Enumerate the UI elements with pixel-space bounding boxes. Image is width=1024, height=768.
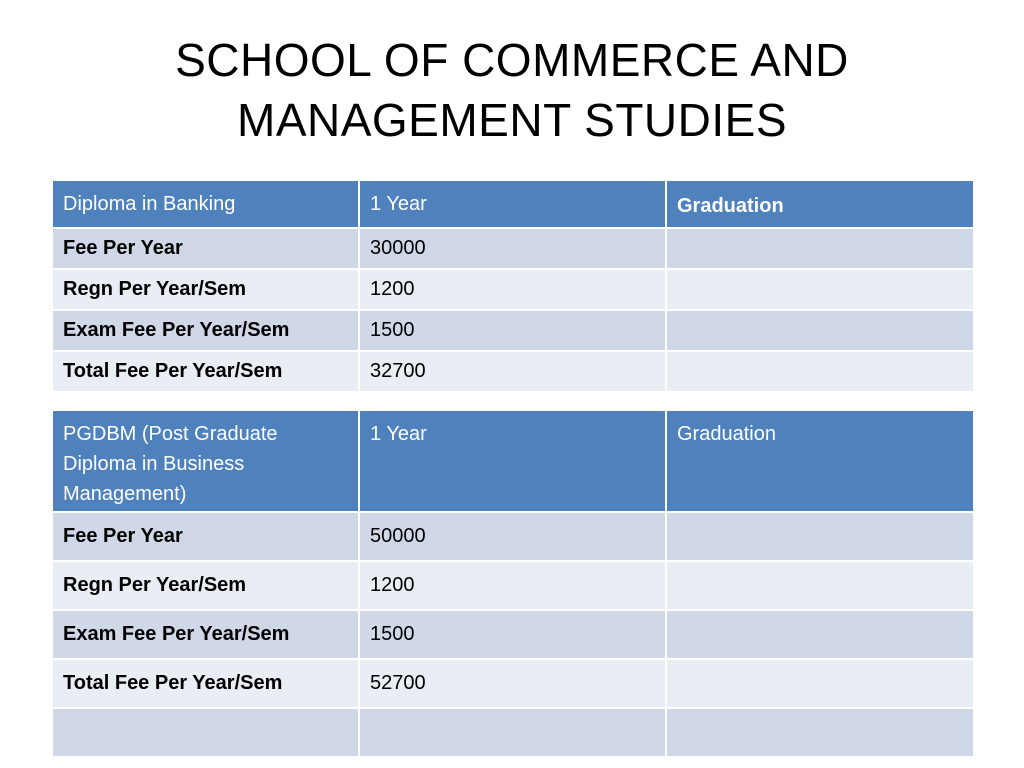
- row-value: 32700: [359, 351, 666, 392]
- title-line-2: MANAGEMENT STUDIES: [237, 94, 787, 146]
- row-label: [52, 708, 359, 757]
- row-extra: [666, 561, 974, 610]
- row-label: Fee Per Year: [52, 228, 359, 269]
- course-name-cell: PGDBM (Post Graduate Diploma in Business Management): [52, 410, 359, 512]
- table-header-row: [52, 410, 974, 512]
- row-value: 1200: [359, 269, 666, 310]
- table-row: [52, 310, 974, 351]
- eligibility-cell: Graduation: [666, 410, 974, 512]
- table-row: [52, 228, 974, 269]
- diploma-banking-table: [51, 179, 975, 393]
- row-value: 1200: [359, 561, 666, 610]
- table-header-row: [52, 180, 974, 228]
- table-row: [52, 351, 974, 392]
- table-row: [52, 269, 974, 310]
- row-value: 50000: [359, 512, 666, 561]
- page-title: [0, 30, 1024, 150]
- course-name-cell: Diploma in Banking: [52, 180, 359, 228]
- duration-cell: 1 Year: [359, 180, 666, 228]
- pgdbm-table: [51, 409, 975, 758]
- row-extra: [666, 659, 974, 708]
- row-label: Exam Fee Per Year/Sem: [52, 610, 359, 659]
- row-label: Fee Per Year: [52, 512, 359, 561]
- table-row: [52, 561, 974, 610]
- row-label: Exam Fee Per Year/Sem: [52, 310, 359, 351]
- row-label: Total Fee Per Year/Sem: [52, 659, 359, 708]
- row-value: 1500: [359, 310, 666, 351]
- table-row: [52, 659, 974, 708]
- table-row: [52, 610, 974, 659]
- row-extra: [666, 310, 974, 351]
- row-label: Regn Per Year/Sem: [52, 561, 359, 610]
- table-row-empty: [52, 708, 974, 757]
- row-value: 1500: [359, 610, 666, 659]
- row-extra: [666, 351, 974, 392]
- row-value: 52700: [359, 659, 666, 708]
- row-extra: [666, 512, 974, 561]
- row-extra: [666, 269, 974, 310]
- row-extra: [666, 228, 974, 269]
- row-extra: [666, 708, 974, 757]
- row-value: 30000: [359, 228, 666, 269]
- eligibility-cell: Graduation: [666, 180, 974, 228]
- duration-cell: 1 Year: [359, 410, 666, 512]
- row-label: Total Fee Per Year/Sem: [52, 351, 359, 392]
- title-line-1: SCHOOL OF COMMERCE AND: [175, 34, 849, 86]
- table-row: [52, 512, 974, 561]
- row-extra: [666, 610, 974, 659]
- row-value: [359, 708, 666, 757]
- row-label: Regn Per Year/Sem: [52, 269, 359, 310]
